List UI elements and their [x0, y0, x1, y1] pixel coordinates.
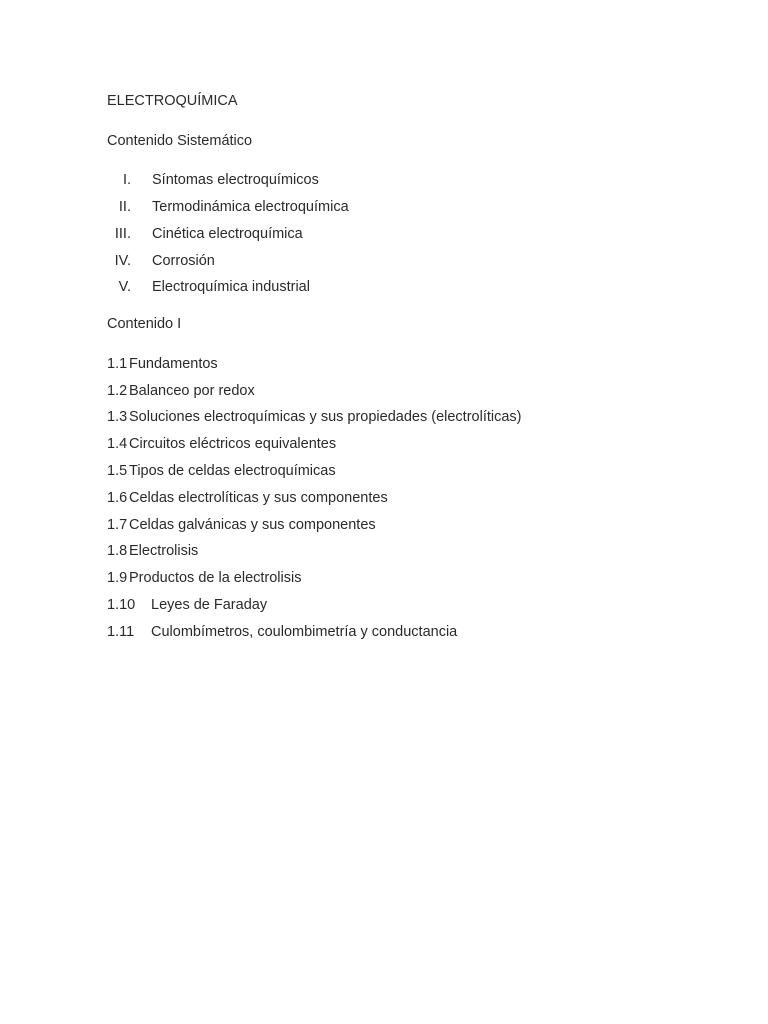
- list-item-number: 1.5: [107, 463, 128, 479]
- list-item-number: I.: [122, 172, 131, 188]
- list-item-text: Productos de la electrolisis: [129, 570, 302, 586]
- list-item-number: V.: [118, 279, 131, 295]
- list-item-text: Circuitos eléctricos equivalentes: [129, 436, 337, 452]
- list-item-number: 1.6: [107, 490, 128, 506]
- list-item-number: IV.: [114, 253, 131, 269]
- list-item-number: 1.9: [107, 570, 128, 586]
- list-item-text: Balanceo por redox: [129, 383, 255, 399]
- section-heading-systematic: Contenido Sistemático: [107, 133, 253, 149]
- list-item-text: Celdas galvánicas y sus componentes: [129, 517, 376, 533]
- list-item-text: Termodinámica electroquímica: [152, 199, 349, 215]
- list-item-text: Soluciones electroquímicas y sus propiedades (electrolíticas): [129, 409, 522, 425]
- list-item-number: 1.2: [107, 383, 128, 399]
- list-item-number: 1.4: [107, 436, 128, 452]
- list-item-text: Tipos de celdas electroquímicas: [129, 463, 336, 479]
- list-item-text: Celdas electrolíticas y sus componentes: [129, 490, 388, 506]
- list-item-number: 1.8: [107, 543, 128, 559]
- list-item-number: 1.7: [107, 517, 128, 533]
- list-item-text: Electroquímica industrial: [152, 279, 310, 295]
- list-item-text: Cinética electroquímica: [152, 226, 303, 242]
- document-title: ELECTROQUÍMICA: [107, 93, 238, 109]
- list-item-number: 1.10: [107, 597, 136, 613]
- list-item-text: Electrolisis: [129, 543, 199, 559]
- list-item-number: III.: [114, 226, 131, 242]
- list-item-text: Síntomas electroquímicos: [152, 172, 319, 188]
- list-item-number: 1.3: [107, 409, 128, 425]
- list-item-text: Corrosión: [152, 253, 215, 269]
- list-item-number: 1.11: [107, 624, 135, 640]
- list-item-text: Leyes de Faraday: [151, 597, 268, 613]
- list-item-number: II.: [118, 199, 131, 215]
- list-item-text: Fundamentos: [129, 356, 218, 372]
- list-item-text: Culombímetros, coulombimetría y conductancia: [151, 624, 458, 640]
- list-item-number: 1.1: [107, 356, 128, 372]
- section-heading-contenido-i: Contenido I: [107, 316, 182, 332]
